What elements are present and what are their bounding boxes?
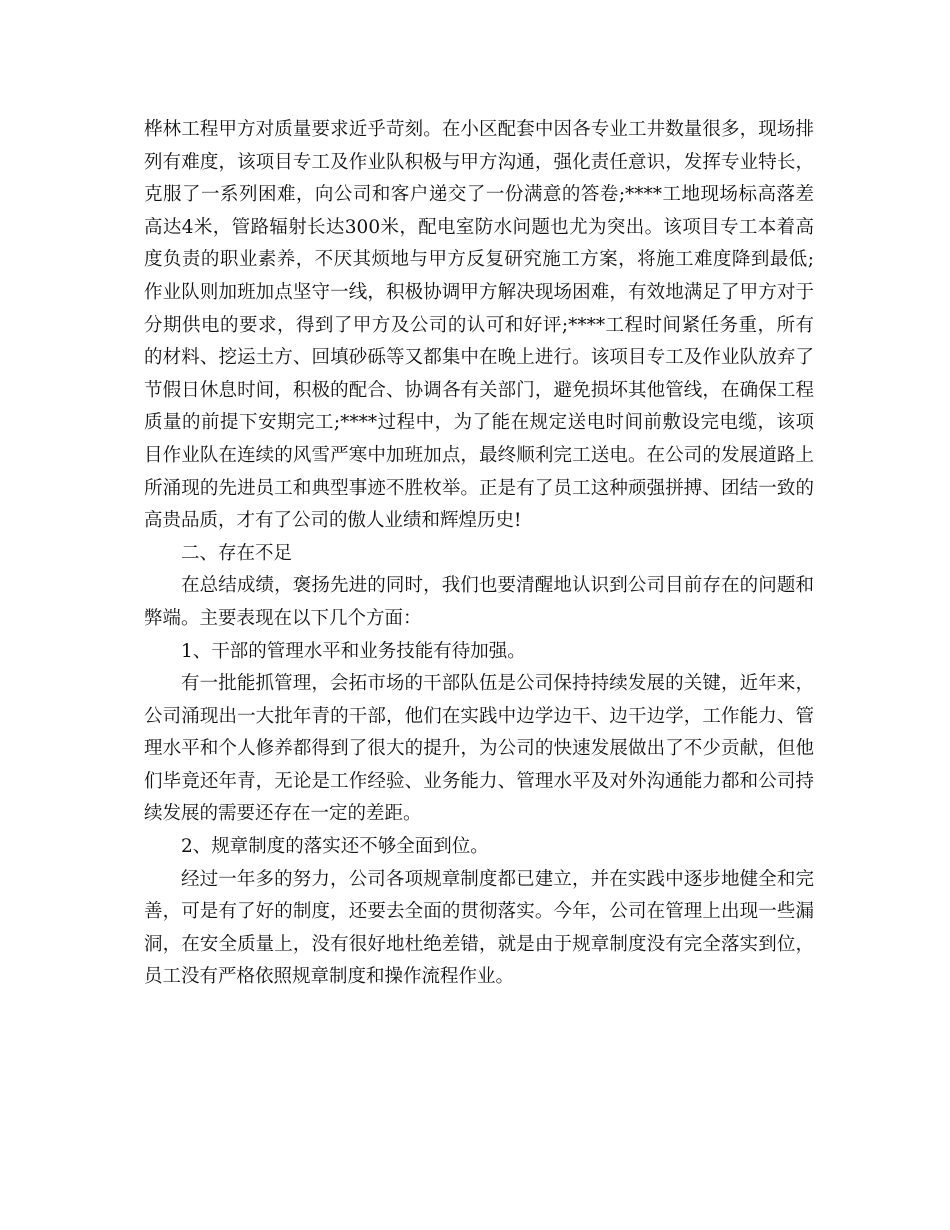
document-body: [144, 114, 814, 994]
subheading-cadre-management: 1、干部的管理水平和业务技能有待加强。: [181, 640, 526, 662]
paragraph-rules-implementation: 经过一年多的努力，公司各项规章制度都已建立，并在实践中逐步地健全和完善，可是有了好的制度，还要去全面的贯彻落实。今年，公司在管理上出现一些漏洞，在安全质量上，没有很好地杜绝差错，就是由于规章制度没有完全落实到位，员工没有严格依照规章制度和操作流程作业。: [144, 868, 814, 988]
paragraph-project-achievements: 桦林工程甲方对质量要求近乎苛刻。在小区配套中因各专业工井数量很多，现场排列有难度，该项目专工及作业队积极与甲方沟通，强化责任意识，发挥专业特长，克服了一系列困难，向公司和客户递交了一份满意的答卷;****工地现场标高落差高达4米，管路辐射长达300米，配电室防水问题也尤为突出。该项目专工本着高度负责的职业素养，不厌其烦地与甲方反复研究施工方案，将施工难度降到最低;作业队则加班加点坚守一线，积极协调甲方解决现场困难，有效地满足了甲方对于分期供电的要求，得到了甲方及公司的认可和好评;****工程时间紧任务重，所有的材料、挖运土方、回填砂砾等又都集中在晚上进行。该项目专工及作业队放弃了节假日休息时间，积极的配合、协调各有关部门，避免损坏其他管线，在确保工程质量的前提下安期完工;****过程中，为了能在规定送电时间前敷设完电缆，该项目作业队在连续的风雪严寒中加班加点，最终顺利完工送电。在公司的发展道路上所涌现的先进员工和典型事迹不胜枚举。正是有了员工这种顽强拼搏、团结一致的高贵品质，才有了公司的傲人业绩和辉煌历史!: [144, 119, 814, 532]
paragraph-shortcomings-intro: 在总结成绩，褒扬先进的同时，我们也要清醒地认识到公司目前存在的问题和弊端。主要表现在以下几个方面：: [144, 575, 814, 629]
section-heading-shortcomings: 二、存在不足: [181, 542, 293, 564]
paragraph-cadre-management: 有一批能抓管理，会拓市场的干部队伍是公司保持持续发展的关键，近年来，公司涌现出一大批年青的干部，他们在实践中边学边干、边干边学，工作能力、管理水平和个人修养都得到了很大的提升，为公司的快速发展做出了不少贡献，但他们毕竟还年青，无论是工作经验、业务能力、管理水平及对外沟通能力都和公司持续发展的需要还存在一定的差距。: [144, 673, 814, 825]
subheading-rules-implementation: 2、规章制度的落实还不够全面到位。: [181, 836, 489, 858]
